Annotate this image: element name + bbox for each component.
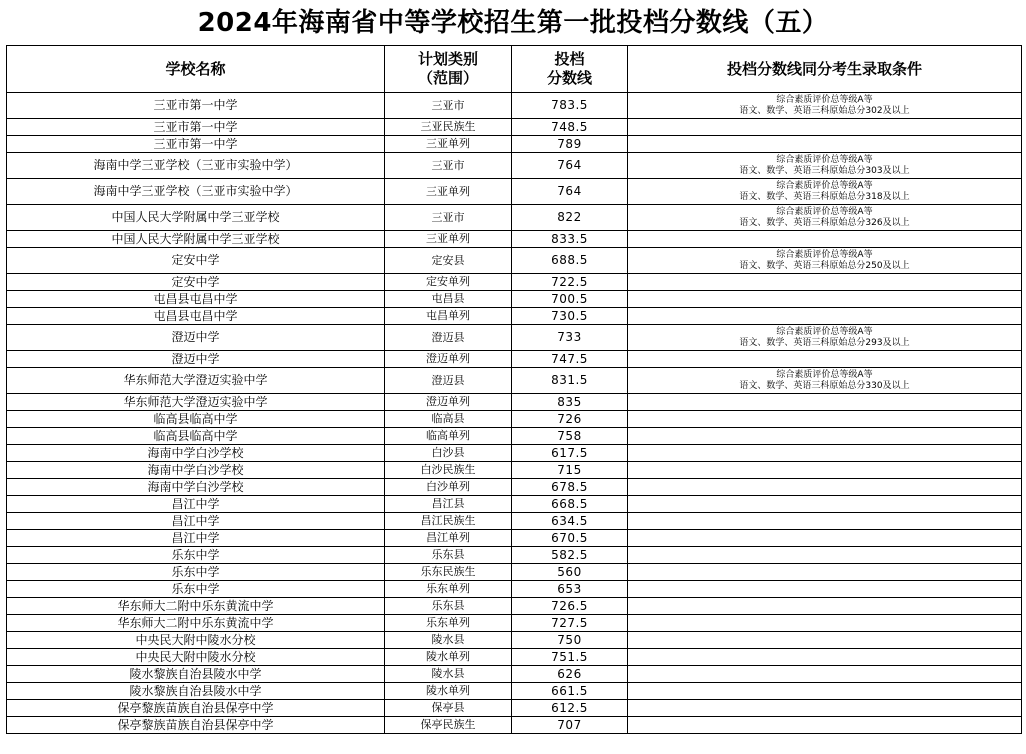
school-name-cell: 临高县临高中学 (7, 428, 385, 445)
condition-cell (628, 564, 1022, 581)
table-row (7, 93, 1022, 119)
plan-category-cell: 三亚单列 (385, 231, 512, 248)
plan-category-cell: 定安单列 (385, 274, 512, 291)
table-row (7, 615, 1022, 632)
condition-cell (628, 547, 1022, 564)
school-name-cell: 海南中学三亚学校（三亚市实验中学） (7, 179, 385, 205)
plan-category-cell: 乐东单列 (385, 615, 512, 632)
school-name-cell: 中国人民大学附属中学三亚学校 (7, 205, 385, 231)
condition-line-total: 语文、数学、英语三科原始总分250及以上 (739, 260, 910, 271)
condition-line-total: 语文、数学、英语三科原始总分303及以上 (739, 165, 910, 176)
table-row (7, 291, 1022, 308)
plan-category-cell: 乐东县 (385, 547, 512, 564)
school-name-cell: 陵水黎族自治县陵水中学 (7, 683, 385, 700)
score-cell: 733 (512, 325, 628, 351)
table-row (7, 179, 1022, 205)
plan-category-cell: 澄迈县 (385, 325, 512, 351)
score-cell: 822 (512, 205, 628, 231)
condition-cell (628, 274, 1022, 291)
school-name-cell: 中央民大附中陵水分校 (7, 649, 385, 666)
plan-category-cell: 澄迈单列 (385, 351, 512, 368)
condition-cell (628, 581, 1022, 598)
table-row (7, 496, 1022, 513)
school-name-cell: 昌江中学 (7, 530, 385, 547)
plan-category-cell: 白沙民族生 (385, 462, 512, 479)
table-row (7, 394, 1022, 411)
condition-line-grade: 综合素质评价总等级A等 (776, 326, 873, 337)
school-name-cell: 华东师范大学澄迈实验中学 (7, 368, 385, 394)
school-name-cell: 海南中学白沙学校 (7, 462, 385, 479)
table-row (7, 717, 1022, 734)
condition-cell (628, 153, 1022, 179)
condition-cell (628, 666, 1022, 683)
school-name-cell: 昌江中学 (7, 496, 385, 513)
header-school: 学校名称 (7, 46, 385, 93)
table-row (7, 368, 1022, 394)
score-cell: 700.5 (512, 291, 628, 308)
score-cell: 750 (512, 632, 628, 649)
score-cell: 722.5 (512, 274, 628, 291)
condition-cell (628, 615, 1022, 632)
condition-cell (628, 179, 1022, 205)
plan-category-cell: 临高县 (385, 411, 512, 428)
score-cell: 748.5 (512, 119, 628, 136)
plan-category-cell: 陵水单列 (385, 649, 512, 666)
condition-cell (628, 598, 1022, 615)
table-row (7, 136, 1022, 153)
score-cell: 582.5 (512, 547, 628, 564)
condition-line-grade: 综合素质评价总等级A等 (776, 154, 873, 165)
score-cell: 783.5 (512, 93, 628, 119)
score-cell: 764 (512, 179, 628, 205)
condition-cell (628, 530, 1022, 547)
score-cell: 626 (512, 666, 628, 683)
condition-cell (628, 683, 1022, 700)
plan-category-cell: 陵水县 (385, 666, 512, 683)
header-condition: 投档分数线同分考生录取条件 (628, 46, 1022, 93)
plan-category-cell: 保亭民族生 (385, 717, 512, 734)
condition-cell (628, 428, 1022, 445)
condition-line-grade: 综合素质评价总等级A等 (776, 94, 873, 105)
plan-category-cell: 昌江县 (385, 496, 512, 513)
school-name-cell: 屯昌县屯昌中学 (7, 291, 385, 308)
table-row (7, 231, 1022, 248)
condition-line-total: 语文、数学、英语三科原始总分326及以上 (739, 217, 910, 228)
score-cell: 653 (512, 581, 628, 598)
score-cell: 764 (512, 153, 628, 179)
condition-line-grade: 综合素质评价总等级A等 (776, 249, 873, 260)
plan-category-cell: 三亚市 (385, 93, 512, 119)
score-cell: 727.5 (512, 615, 628, 632)
school-name-cell: 屯昌县屯昌中学 (7, 308, 385, 325)
table-row (7, 411, 1022, 428)
condition-line-total: 语文、数学、英语三科原始总分330及以上 (739, 380, 910, 391)
header-score-line1: 投档 (554, 50, 585, 68)
school-name-cell: 三亚市第一中学 (7, 93, 385, 119)
condition-cell (628, 325, 1022, 351)
score-cell: 751.5 (512, 649, 628, 666)
condition-cell (628, 513, 1022, 530)
score-cell: 835 (512, 394, 628, 411)
condition-cell (628, 248, 1022, 274)
table-row (7, 598, 1022, 615)
condition-cell (628, 496, 1022, 513)
school-name-cell: 华东师范大学澄迈实验中学 (7, 394, 385, 411)
school-name-cell: 乐东中学 (7, 547, 385, 564)
plan-category-cell: 乐东县 (385, 598, 512, 615)
table-row (7, 632, 1022, 649)
plan-category-cell: 陵水单列 (385, 683, 512, 700)
plan-category-cell: 澄迈县 (385, 368, 512, 394)
score-cell: 715 (512, 462, 628, 479)
condition-line-total: 语文、数学、英语三科原始总分318及以上 (739, 191, 910, 202)
score-cell: 688.5 (512, 248, 628, 274)
table-body (7, 93, 1022, 734)
score-cell: 670.5 (512, 530, 628, 547)
condition-cell (628, 479, 1022, 496)
school-name-cell: 海南中学白沙学校 (7, 445, 385, 462)
table-row (7, 666, 1022, 683)
score-cell: 789 (512, 136, 628, 153)
table-row (7, 308, 1022, 325)
score-cell: 560 (512, 564, 628, 581)
condition-cell (628, 411, 1022, 428)
condition-cell (628, 308, 1022, 325)
plan-category-cell: 昌江单列 (385, 530, 512, 547)
header-score (512, 46, 628, 93)
header-plan (385, 46, 512, 93)
school-name-cell: 中央民大附中陵水分校 (7, 632, 385, 649)
condition-cell (628, 462, 1022, 479)
plan-category-cell: 三亚单列 (385, 179, 512, 205)
plan-category-cell: 昌江民族生 (385, 513, 512, 530)
plan-category-cell: 白沙单列 (385, 479, 512, 496)
plan-category-cell: 三亚单列 (385, 136, 512, 153)
table-row (7, 547, 1022, 564)
condition-cell (628, 351, 1022, 368)
table-row (7, 683, 1022, 700)
header-plan-line1: 计划类别 (417, 50, 478, 68)
table-row (7, 564, 1022, 581)
plan-category-cell: 临高单列 (385, 428, 512, 445)
condition-cell (628, 368, 1022, 394)
school-name-cell: 华东师大二附中乐东黄流中学 (7, 598, 385, 615)
table-row (7, 274, 1022, 291)
school-name-cell: 海南中学白沙学校 (7, 479, 385, 496)
table-row (7, 248, 1022, 274)
condition-cell (628, 394, 1022, 411)
header-score-line2: 分数线 (546, 69, 592, 87)
score-table (6, 45, 1022, 734)
table-row (7, 513, 1022, 530)
score-cell: 831.5 (512, 368, 628, 394)
school-name-cell: 乐东中学 (7, 581, 385, 598)
condition-cell (628, 445, 1022, 462)
condition-cell (628, 119, 1022, 136)
table-row (7, 205, 1022, 231)
table-row (7, 119, 1022, 136)
table-row (7, 351, 1022, 368)
condition-line-total: 语文、数学、英语三科原始总分302及以上 (739, 105, 910, 116)
school-name-cell: 保亭黎族苗族自治县保亭中学 (7, 700, 385, 717)
condition-cell (628, 136, 1022, 153)
condition-line-grade: 综合素质评价总等级A等 (776, 180, 873, 191)
condition-cell (628, 717, 1022, 734)
condition-cell (628, 205, 1022, 231)
table-row (7, 428, 1022, 445)
condition-cell (628, 291, 1022, 308)
condition-line-grade: 综合素质评价总等级A等 (776, 206, 873, 217)
plan-category-cell: 定安县 (385, 248, 512, 274)
school-name-cell: 定安中学 (7, 248, 385, 274)
school-name-cell: 海南中学三亚学校（三亚市实验中学） (7, 153, 385, 179)
condition-cell (628, 700, 1022, 717)
plan-category-cell: 三亚市 (385, 153, 512, 179)
score-cell: 678.5 (512, 479, 628, 496)
score-cell: 758 (512, 428, 628, 445)
table-row (7, 445, 1022, 462)
condition-line-total: 语文、数学、英语三科原始总分293及以上 (739, 337, 910, 348)
table-row (7, 649, 1022, 666)
plan-category-cell: 陵水县 (385, 632, 512, 649)
score-cell: 726.5 (512, 598, 628, 615)
plan-category-cell: 乐东单列 (385, 581, 512, 598)
school-name-cell: 昌江中学 (7, 513, 385, 530)
school-name-cell: 陵水黎族自治县陵水中学 (7, 666, 385, 683)
table-row (7, 153, 1022, 179)
school-name-cell: 保亭黎族苗族自治县保亭中学 (7, 717, 385, 734)
plan-category-cell: 三亚市 (385, 205, 512, 231)
page-title: 2024年海南省中等学校招生第一批投档分数线（五） (197, 8, 829, 38)
header-plan-line2: （范围） (417, 69, 478, 87)
score-cell: 747.5 (512, 351, 628, 368)
plan-category-cell: 屯昌单列 (385, 308, 512, 325)
plan-category-cell: 屯昌县 (385, 291, 512, 308)
score-cell: 634.5 (512, 513, 628, 530)
school-name-cell: 定安中学 (7, 274, 385, 291)
score-cell: 726 (512, 411, 628, 428)
plan-category-cell: 白沙县 (385, 445, 512, 462)
condition-cell (628, 632, 1022, 649)
school-name-cell: 临高县临高中学 (7, 411, 385, 428)
school-name-cell: 三亚市第一中学 (7, 136, 385, 153)
plan-category-cell: 三亚民族生 (385, 119, 512, 136)
school-name-cell: 华东师大二附中乐东黄流中学 (7, 615, 385, 632)
score-cell: 833.5 (512, 231, 628, 248)
table-row (7, 530, 1022, 547)
condition-cell (628, 649, 1022, 666)
school-name-cell: 中国人民大学附属中学三亚学校 (7, 231, 385, 248)
school-name-cell: 乐东中学 (7, 564, 385, 581)
plan-category-cell: 澄迈单列 (385, 394, 512, 411)
condition-line-grade: 综合素质评价总等级A等 (776, 369, 873, 380)
table-row (7, 479, 1022, 496)
table-row (7, 325, 1022, 351)
score-cell: 707 (512, 717, 628, 734)
table-row (7, 462, 1022, 479)
plan-category-cell: 保亭县 (385, 700, 512, 717)
school-name-cell: 澄迈中学 (7, 351, 385, 368)
school-name-cell: 三亚市第一中学 (7, 119, 385, 136)
condition-cell (628, 231, 1022, 248)
condition-cell (628, 93, 1022, 119)
score-cell: 668.5 (512, 496, 628, 513)
score-cell: 661.5 (512, 683, 628, 700)
header-row (7, 46, 1022, 93)
school-name-cell: 澄迈中学 (7, 325, 385, 351)
score-cell: 612.5 (512, 700, 628, 717)
plan-category-cell: 乐东民族生 (385, 564, 512, 581)
score-cell: 730.5 (512, 308, 628, 325)
table-row (7, 581, 1022, 598)
table-row (7, 700, 1022, 717)
score-cell: 617.5 (512, 445, 628, 462)
